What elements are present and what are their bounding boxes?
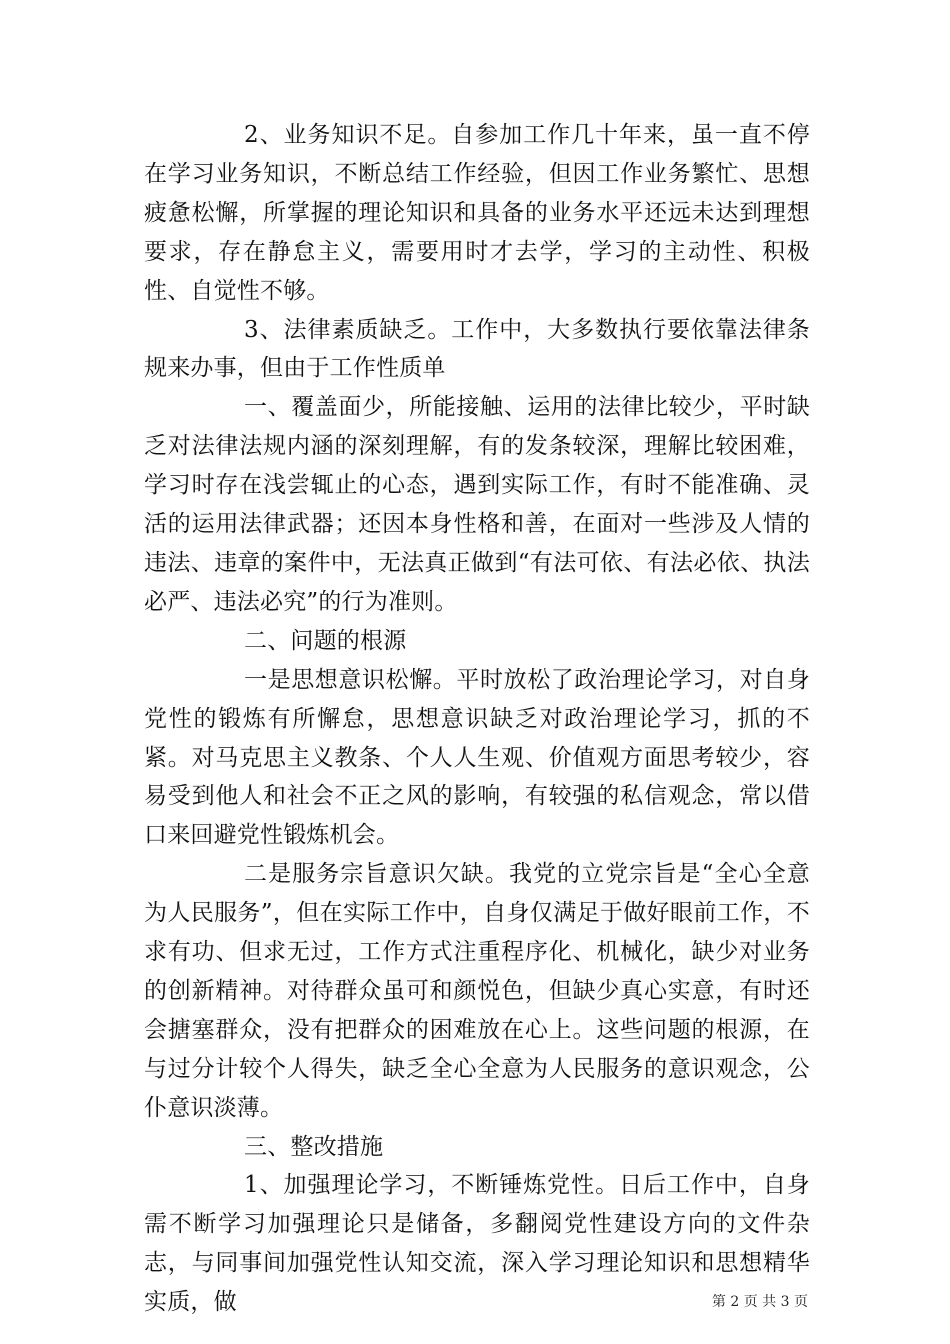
heading-rectification: 三、整改措施 xyxy=(244,1133,384,1160)
page-number-footer: 第 2 页 共 3 页 xyxy=(711,1294,808,1310)
paragraph-theory-study: 1、加强理论学习，不断锤炼党性。日后工作中，自身需不断学习加强理论只是储备，多翻阅党性建设方向的文件杂志，与同事间加强党性认知交流，深入学习理论知识和思想精华实质，做 xyxy=(144,1172,810,1316)
document-body xyxy=(144,116,810,1322)
heading-root-causes: 二、问题的根源 xyxy=(244,627,407,654)
paragraph-business-knowledge: 2、业务知识不足。自参加工作几十年来，虽一直不停在学习业务知识，不断总结工作经验，但因工作业务繁忙、思想疲惫松懈，所掌握的理论知识和具备的业务水平还远未达到理想要求，存在静怠主义，需要用时才去学，学习的主动性、积极性、自觉性不够。 xyxy=(144,122,810,304)
paragraph-service-purpose: 二是服务宗旨意识欠缺。我党的立党宗旨是“全心全意为人民服务”，但在实际工作中，自身仅满足于做好眼前工作，不求有功、但求无过，工作方式注重程序化、机械化，缺少对业务的创新精神。对待群众虽可和颜悦色，但缺少真心实意，有时还会搪塞群众，没有把群众的困难放在心上。这些问题的根源，在与过分计较个人得失，缺乏全心全意为人民服务的意识观念，公仆意识淡薄。 xyxy=(144,861,810,1121)
paragraph-ideology: 一是思想意识松懈。平时放松了政治理论学习，对自身党性的锻炼有所懈怠，思想意识缺乏对政治理论学习，抓的不紧。对马克思主义教条、个人人生观、价值观方面思考较少，容易受到他人和社会不正之风的影响，有较强的私信观念，常以借口来回避党性锻炼机会。 xyxy=(144,666,810,849)
paragraph-legal-quality: 3、法律素质缺乏。工作中，大多数执行要依靠法律条规来办事，但由于工作性质单 xyxy=(144,316,810,382)
paragraph-legal-coverage: 一、覆盖面少，所能接触、运用的法律比较少，平时缺乏对法律法规内涵的深刻理解，有的发条较深，理解比较困难，学习时存在浅尝辄止的心态，遇到实际工作，有时不能准确、灵活的运用法律武器；还因本身性格和善，在面对一些涉及人情的违法、违章的案件中，无法真正做到“有法可依、有法必依、执法必严、违法必究”的行为准则。 xyxy=(144,394,810,615)
